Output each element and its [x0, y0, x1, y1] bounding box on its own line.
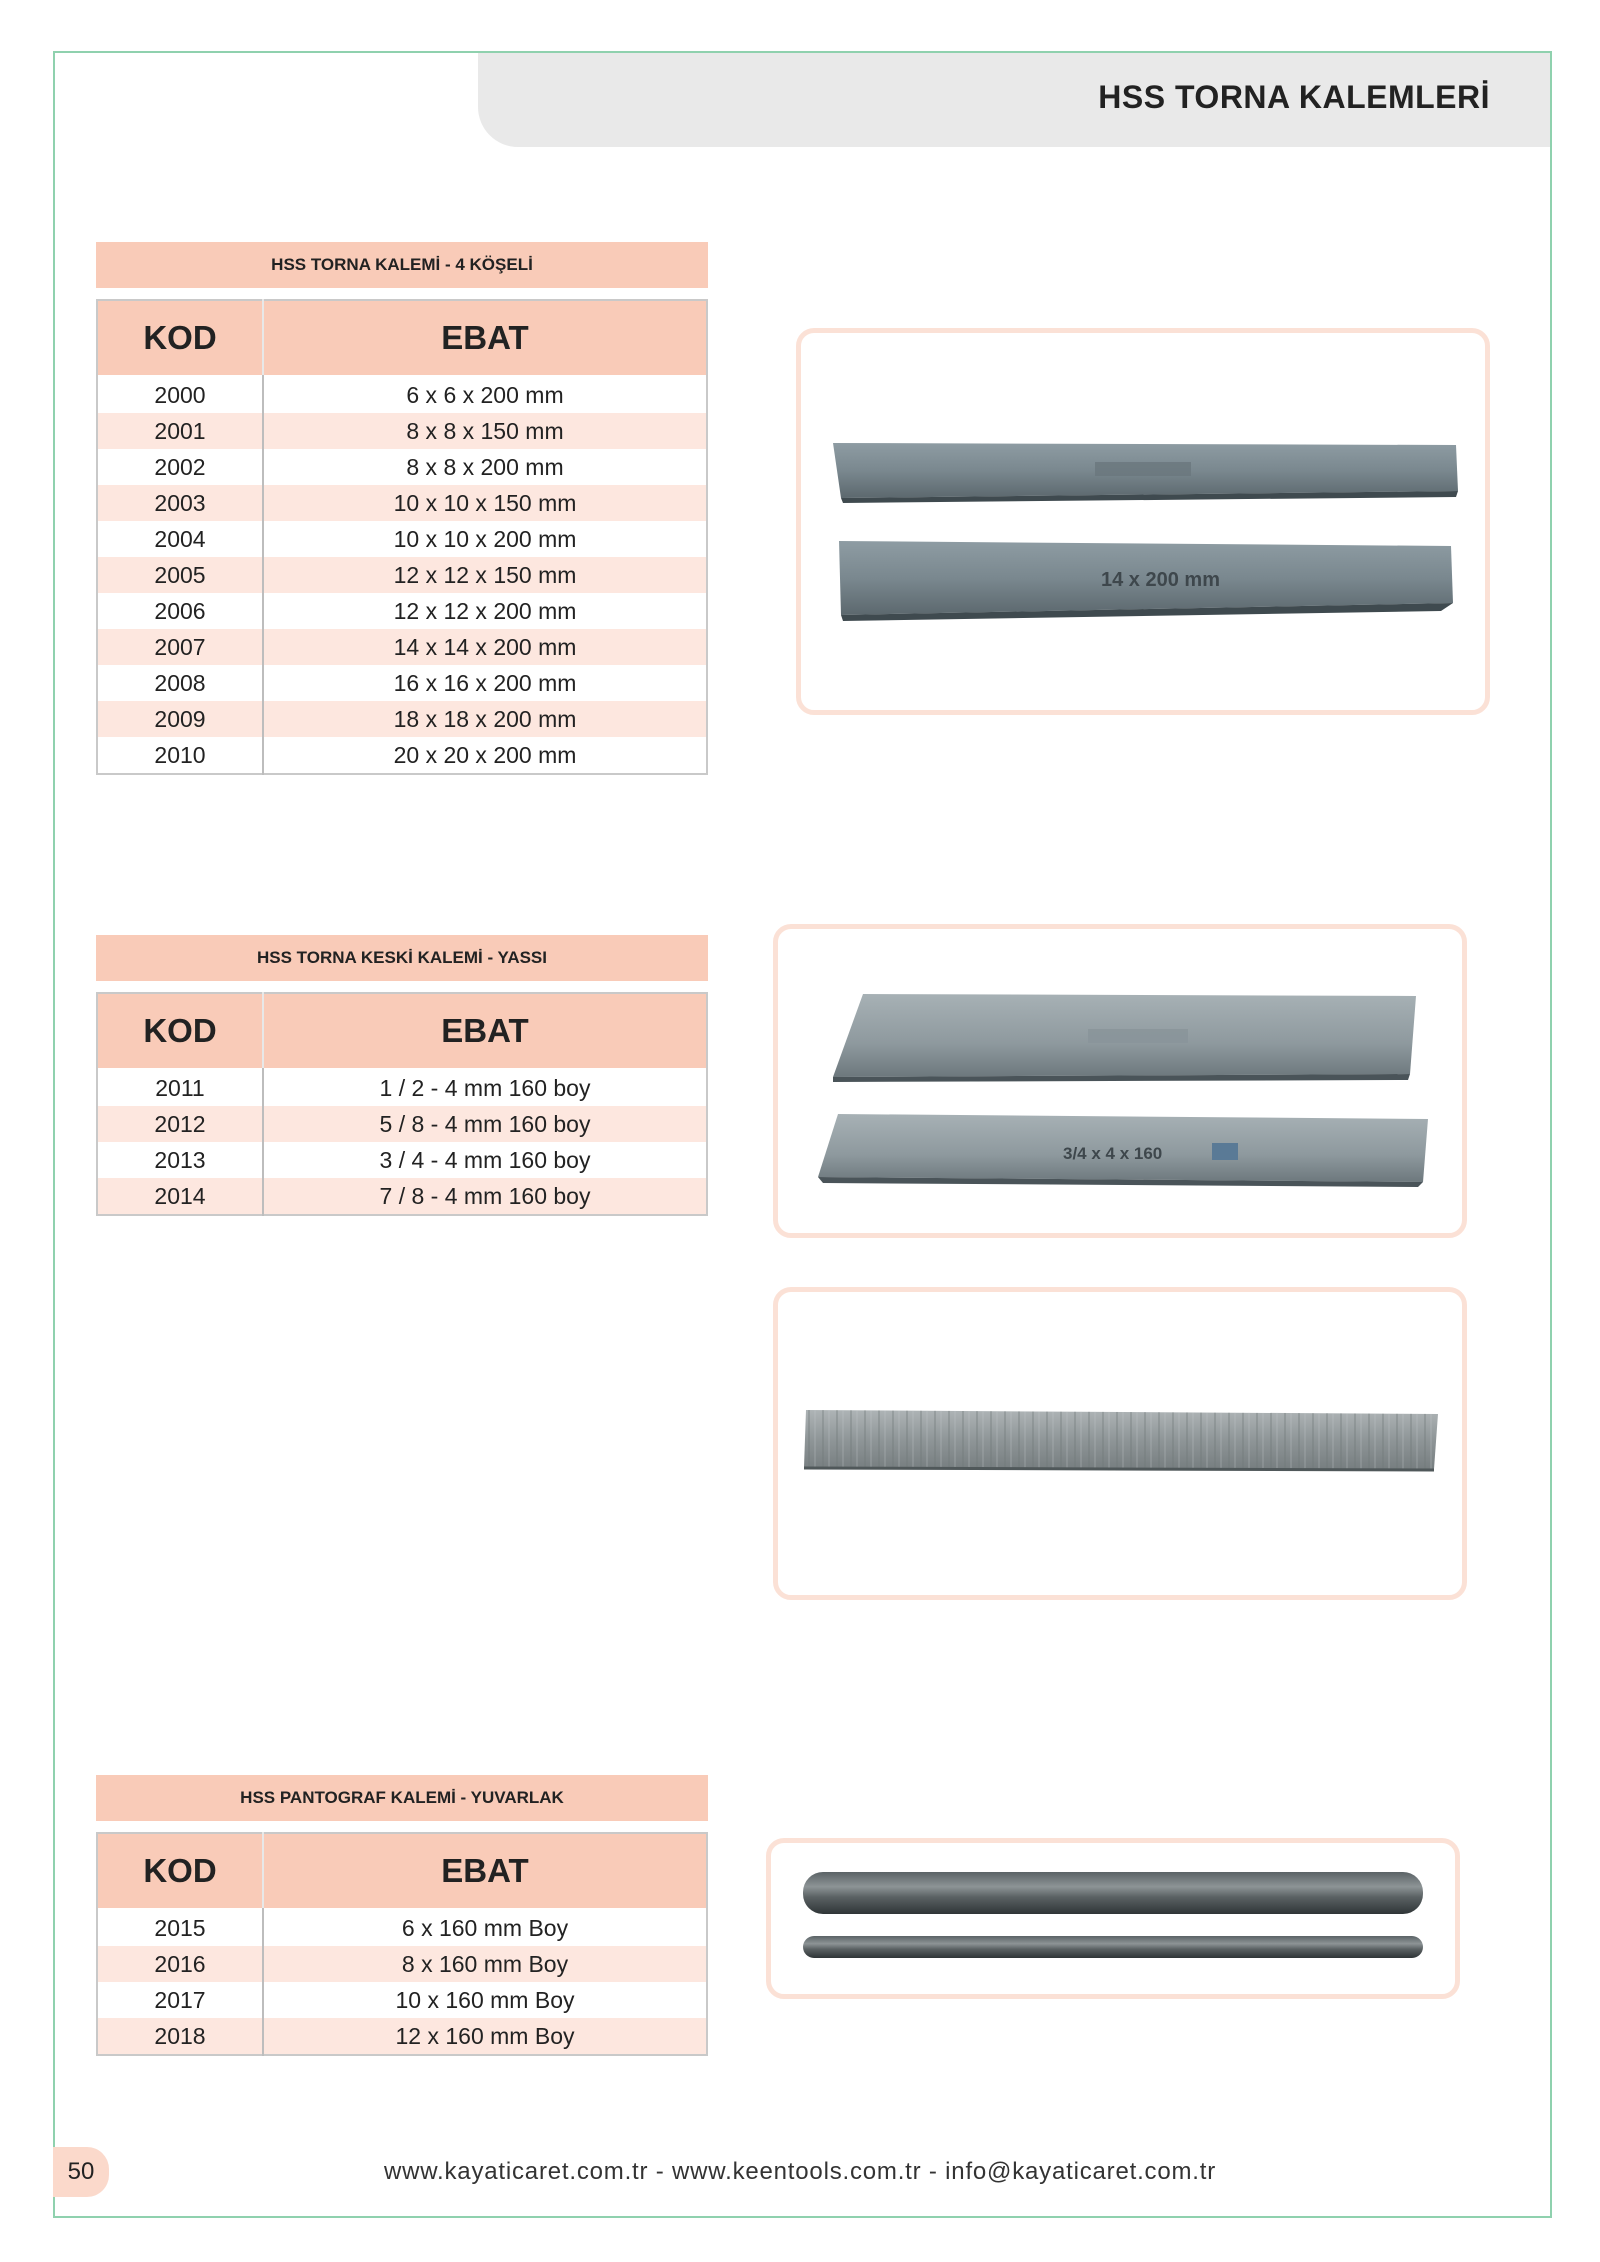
- cell-kod: 2004: [97, 521, 263, 557]
- section-caption-round: HSS PANTOGRAF KALEMİ - YUVARLAK: [96, 1775, 708, 1821]
- cell-kod: 2018: [97, 2018, 263, 2055]
- table-row: [97, 557, 707, 593]
- cell-ebat: 10 x 10 x 150 mm: [263, 485, 707, 521]
- cell-ebat: 10 x 10 x 200 mm: [263, 521, 707, 557]
- bit-stamp-text: 14 x 200 mm: [1101, 569, 1220, 591]
- table-row: [97, 593, 707, 629]
- footer-contact-text: www.kayaticaret.com.tr - www.keentools.com.tr - info@kayaticaret.com.tr: [383, 2158, 1217, 2185]
- table-row: [97, 1946, 707, 1982]
- cell-ebat: 1 / 2 - 4 mm 160 boy: [263, 1068, 707, 1106]
- page-number: 50: [53, 2147, 109, 2197]
- cell-ebat: 8 x 160 mm Boy: [263, 1946, 707, 1982]
- page-title: HSS TORNA KALEMLERİ: [1098, 79, 1490, 115]
- section-caption-flat: HSS TORNA KESKİ KALEMİ - YASSI: [96, 935, 708, 981]
- column-header-ebat: EBAT: [263, 1833, 707, 1908]
- cell-kod: 2016: [97, 1946, 263, 1982]
- cell-ebat: 8 x 8 x 200 mm: [263, 449, 707, 485]
- square-tool-bits-photo: [796, 328, 1490, 715]
- spec-table-square: [96, 299, 708, 775]
- flat-parting-blades-photo: [773, 924, 1467, 1238]
- cell-kod: 2001: [97, 413, 263, 449]
- cell-ebat: 6 x 160 mm Boy: [263, 1908, 707, 1946]
- cell-kod: 2000: [97, 375, 263, 413]
- cell-ebat: 14 x 14 x 200 mm: [263, 629, 707, 665]
- cell-kod: 2009: [97, 701, 263, 737]
- column-header-kod: KOD: [97, 993, 263, 1068]
- cell-kod: 2015: [97, 1908, 263, 1946]
- cell-ebat: 16 x 16 x 200 mm: [263, 665, 707, 701]
- cell-ebat: 6 x 6 x 200 mm: [263, 375, 707, 413]
- table-row: [97, 1908, 707, 1946]
- cell-ebat: 10 x 160 mm Boy: [263, 1982, 707, 2018]
- cell-kod: 2010: [97, 737, 263, 774]
- cell-kod: 2005: [97, 557, 263, 593]
- cell-kod: 2013: [97, 1142, 263, 1178]
- spec-table-round: [96, 1832, 708, 2056]
- table-row: [97, 449, 707, 485]
- table-row: [97, 521, 707, 557]
- cell-ebat: 7 / 8 - 4 mm 160 boy: [263, 1178, 707, 1215]
- table-row: [97, 1178, 707, 1215]
- cell-ebat: 12 x 160 mm Boy: [263, 2018, 707, 2055]
- section-caption-square: HSS TORNA KALEMİ - 4 KÖŞELİ: [96, 242, 708, 288]
- cell-ebat: 3 / 4 - 4 mm 160 boy: [263, 1142, 707, 1178]
- cell-kod: 2017: [97, 1982, 263, 2018]
- spec-table-flat: [96, 992, 708, 1216]
- header-tab: [478, 53, 1550, 147]
- cell-kod: 2006: [97, 593, 263, 629]
- table-row: [97, 629, 707, 665]
- table-row: [97, 701, 707, 737]
- table-row: [97, 1106, 707, 1142]
- cell-ebat: 18 x 18 x 200 mm: [263, 701, 707, 737]
- table-row: [97, 1068, 707, 1106]
- column-header-ebat: EBAT: [263, 300, 707, 375]
- cell-ebat: 12 x 12 x 150 mm: [263, 557, 707, 593]
- table-row: [97, 413, 707, 449]
- cell-kod: 2002: [97, 449, 263, 485]
- cell-kod: 2008: [97, 665, 263, 701]
- blade-stamp-text: 3/4 x 4 x 160: [1063, 1144, 1163, 1163]
- cell-kod: 2011: [97, 1068, 263, 1106]
- table-row: [97, 375, 707, 413]
- table-row: [97, 1982, 707, 2018]
- cell-kod: 2014: [97, 1178, 263, 1215]
- ground-parting-blade-photo: [773, 1287, 1467, 1600]
- cell-ebat: 12 x 12 x 200 mm: [263, 593, 707, 629]
- cell-kod: 2012: [97, 1106, 263, 1142]
- table-row: [97, 665, 707, 701]
- column-header-ebat: EBAT: [263, 993, 707, 1068]
- table-row: [97, 1142, 707, 1178]
- cell-ebat: 8 x 8 x 150 mm: [263, 413, 707, 449]
- cell-ebat: 5 / 8 - 4 mm 160 boy: [263, 1106, 707, 1142]
- table-row: [97, 737, 707, 774]
- cell-kod: 2007: [97, 629, 263, 665]
- table-row: [97, 485, 707, 521]
- round-engraving-rods-photo: [766, 1838, 1460, 1999]
- cell-kod: 2003: [97, 485, 263, 521]
- cell-ebat: 20 x 20 x 200 mm: [263, 737, 707, 774]
- column-header-kod: KOD: [97, 1833, 263, 1908]
- column-header-kod: KOD: [97, 300, 263, 375]
- table-row: [97, 2018, 707, 2055]
